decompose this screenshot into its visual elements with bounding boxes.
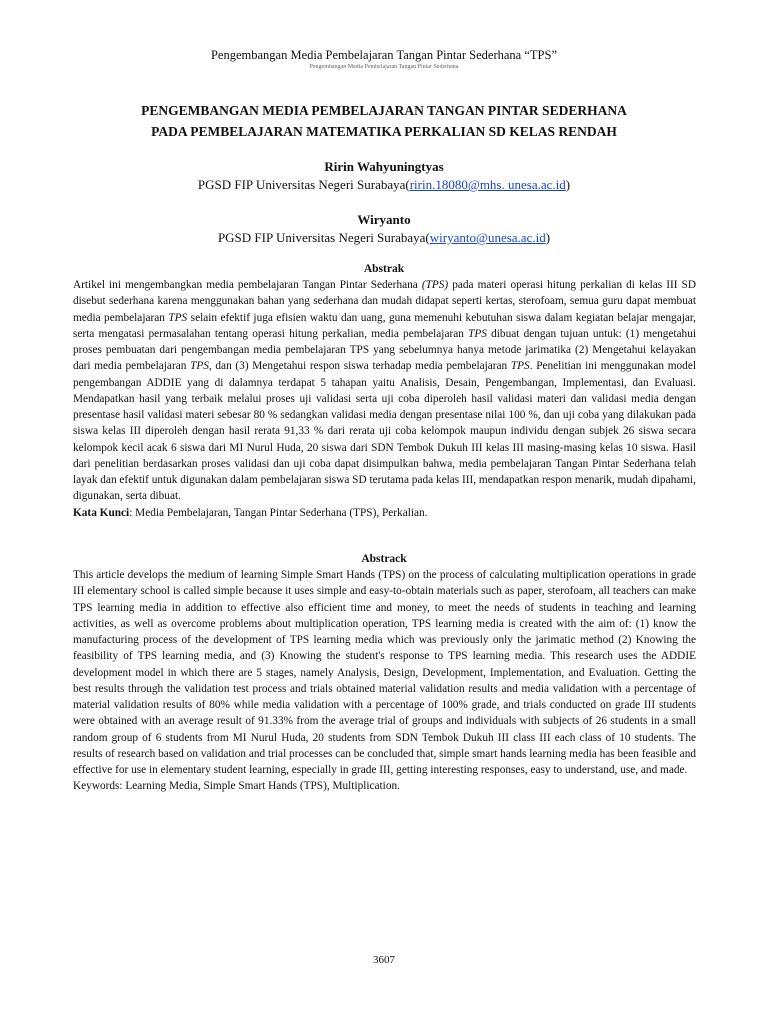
abstract-id-text-4: dibuat dengan tujuan untuk: (1) mengetahui proses pembuatan dari pengembangan media pembelajaran TPS yang sebelumnya hanya metode jarimatika (2) Mengetahui kelayakan dari media pembelajaran <box>73 327 696 373</box>
abstract-id-tps-5: TPS <box>510 360 530 373</box>
abstract-id-text-5: , dan (3) Mengetahui respon siswa terhadap media pembelajaran <box>208 360 511 373</box>
title-line-2: PADA PEMBELAJARAN MATEMATIKA PERKALIAN SD KELAS RENDAH <box>151 124 617 139</box>
author-email-link-2[interactable]: wiryanto@unesa.ac.id <box>429 230 546 245</box>
affiliation-close-1: ) <box>565 177 571 192</box>
abstract-id-paragraph <box>73 277 696 505</box>
abstract-id-tps-3: TPS <box>468 327 487 340</box>
running-head: Pengembangan Media Pembelajaran Tangan Pintar Sederhana “TPS” <box>210 48 557 62</box>
page-number: 3607 <box>373 954 395 966</box>
title-line-1: PENGEMBANGAN MEDIA PEMBELAJARAN TANGAN PINTAR SEDERHANA <box>141 103 627 118</box>
abstract-id-text-6: . Penelitian ini menggunakan model pengembangan ADDIE yang di dalamnya terdapat 5 tahapan yaitu Analisis, Desain, Pengembangan, Implementasi, dan Evaluasi. Mendapatkan hasil yang terbaik melalui proses uji validasi serta uji coba diperoleh hasil validasi materi dan validasi media dengan presentase hasil validasi materi sebesar 80 % sedangkan validasi media dengan presentase nilai 100 %, dan uji coba yang dilakukan pada siswa kelas III diperoleh dengan hasil rerata 91,33 % dari rerata uji coba kelompok maupun individu dengan subjek 26 siswa secara kelompok kecil acak 6 siswa dari MI Nurul Huda, 20 siswa dari SDN Tembok Dukuh III kelas III masing-masing kelas 10 siswa. Hasil dari penelitian berdasarkan proses validasi dan uji coba dapat disimpulkan bahwa, media pembelajaran Tangan Pintar Sederhana telah layak dan efektif untuk digunakan dalam pembelajaran siswa SD terutama pada kelas III, mendapatkan respon menarik, mudah dipahami, digunakan, serta dibuat. <box>73 360 696 503</box>
author-name-1: Ririn Wahyuningtyas <box>324 159 444 174</box>
affiliation-text-1: PGSD FIP Universitas Negeri Surabaya( <box>197 177 410 192</box>
abstract-id-tps-2: TPS <box>168 311 188 324</box>
author-affiliation-1 <box>0 176 768 194</box>
author-affiliation-2 <box>0 229 768 247</box>
abstract-id-text-1: Artikel ini mengembangkan media pembelajaran Tangan Pintar Sederhana <box>73 279 422 291</box>
abstract-id-text-2: pada materi operasi hitung perkalian di kelas III SD disebut sederhana karena menggunakan bahan yang sederhana dan mudah didapat seperti kertas, sterofoam, semua guru dapat membuat media pembelajaran <box>73 279 697 324</box>
running-subhead: Pengembangan Media Pembelajaran Tangan Pintar Sederhana <box>309 64 459 70</box>
keywords-text: : Media Pembelajaran, Tangan Pintar Sederhana (TPS), Perkalian. <box>129 506 428 519</box>
abstract-en-body <box>73 567 696 795</box>
abstract-id-tps-4: TPS <box>190 360 209 373</box>
abstract-id-body <box>73 277 696 521</box>
paper-title <box>0 100 768 142</box>
affiliation-text-2: PGSD FIP Universitas Negeri Surabaya( <box>217 230 430 245</box>
keywords-label: Kata Kunci <box>73 506 130 519</box>
author-email-link-1[interactable]: ririn.18080@mhs. unesa.ac.id <box>409 177 566 192</box>
abstract-en-heading: Abstrack <box>361 553 407 565</box>
author-name-2: Wiryanto <box>357 212 411 227</box>
abstract-id-keywords <box>73 505 696 521</box>
abstract-id-text-3: selain efektif juga efisien waktu dan uang, guna memenuhi kebutuhan siswa dalam kegiatan belajar mengajar, serta mengatasi permasalahan tentang operasi hitung perkalian, media pembelajaran <box>73 311 697 340</box>
abstract-id-tps-1: (TPS) <box>421 279 449 291</box>
abstract-id-heading: Abstrak <box>363 263 405 275</box>
abstract-en-paragraph: This article develops the medium of learning Simple Smart Hands (TPS) on the process of calculating multiplication operations in grade III elementary school is called simple because it uses simple and easy-to-obtain materials such as paper, sterofoam, all teachers can make TPS learning media in addition to effective also efficient time and money, to meet the needs of students in teaching and learning activities, as well as overcome problems about multiplication operation, TPS learning media is created with the aim of: (1) know the manufacturing process of the development of TPS learning media which was previously only the jarimatic method (2) Knowing the feasibility of TPS learning media, and (3) Knowing the student's response to TPS learning media. This research uses the ADDIE development model in which there are 5 stages, namely Analysis, Design, Development, Implementation, and Evaluation. Getting the best results through the validation test process and trials obtained material validation results and media validation with a percentage of material validation results of 80% while media validation with a percentage of 100% grade, and trials conducted on grade III students were obtained with an average result of 91.33% from the average trial of groups and individuals with subjects of 26 students in a small random group of 6 students from MI Nurul Huda, 20 students from SDN Tembok Dukuh III class III each class of 10 students. The results of research based on validation and trial processes can be concluded that, simple smart hands learning media has been feasible and effective for use in elementary student learning, especially in grade III, getting interesting responses, easy to understand, use, and made. <box>73 569 696 776</box>
abstract-en-keywords: Keywords: Learning Media, Simple Smart Hands (TPS), Multiplication. <box>73 780 400 793</box>
affiliation-close-2: ) <box>545 230 551 245</box>
